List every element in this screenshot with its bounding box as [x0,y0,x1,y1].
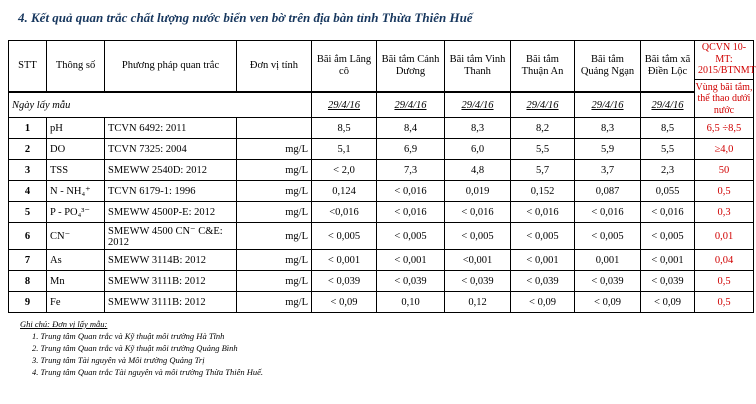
data-rows [9,118,754,313]
row-value: < 0,001 [312,250,377,271]
row-value: < 0,039 [377,271,445,292]
row-limit: 0,04 [695,250,754,271]
header-standard [695,41,754,118]
row-value: < 0,005 [575,223,641,250]
row-parameter: DO [47,139,105,160]
row-value: < 0,005 [511,223,575,250]
row-value: < 0,001 [511,250,575,271]
row-value: 5,9 [575,139,641,160]
row-value: 3,7 [575,160,641,181]
header-method: Phương pháp quan trắc [105,41,237,93]
row-value: 0,152 [511,181,575,202]
row-value: 0,087 [575,181,641,202]
row-parameter: pH [47,118,105,139]
header-unit: Đơn vị tính [237,41,312,93]
row-limit: ≥4,0 [695,139,754,160]
row-limit: 6,5 ÷8,5 [695,118,754,139]
row-value: < 0,005 [312,223,377,250]
table-row [9,118,754,139]
row-value: < 0,016 [377,202,445,223]
standard-subtitle: Vùng bãi tắm, thể thao dưới nước [695,79,753,117]
row-value: < 0,09 [312,292,377,313]
header-row [9,41,754,93]
row-value: 8,3 [575,118,641,139]
row-value: < 0,001 [641,250,695,271]
table-row [9,271,754,292]
row-value: 0,001 [575,250,641,271]
row-value: < 0,09 [641,292,695,313]
note-item: 1. Trung tâm Quan trắc và Kỹ thuật môi trường Hà Tĩnh [32,331,225,341]
row-parameter: N - NH₄⁺ [47,181,105,202]
row-parameter: CN⁻ [47,223,105,250]
header-site: Bãi tắm xã Điền Lộc [641,41,695,93]
row-value: < 0,039 [641,271,695,292]
header-parameter: Thông số [47,41,105,93]
row-method: SMEWW 3111B: 2012 [105,271,237,292]
row-value: < 0,005 [641,223,695,250]
sampling-date: 29/4/16 [575,92,641,117]
row-unit: mg/L [237,292,312,313]
notes-section [20,318,263,378]
header-site: Bãi tắm Quảng Ngạn [575,41,641,93]
row-value: 5,7 [511,160,575,181]
row-value: < 0,016 [377,181,445,202]
row-limit: 0,01 [695,223,754,250]
table-row [9,250,754,271]
row-value: <0,001 [445,250,511,271]
row-method: TCVN 7325: 2004 [105,139,237,160]
sampling-date-label: Ngày lấy mẫu [9,92,312,117]
row-limit: 0,5 [695,181,754,202]
row-value: 2,3 [641,160,695,181]
row-value: 0,124 [312,181,377,202]
row-value: < 0,016 [641,202,695,223]
row-value: 0,10 [377,292,445,313]
row-unit: mg/L [237,139,312,160]
row-method: SMEWW 4500 CN⁻ C&E: 2012 [105,223,237,250]
row-parameter: Mn [47,271,105,292]
sampling-date: 29/4/16 [511,92,575,117]
row-unit: mg/L [237,250,312,271]
sampling-date: 29/4/16 [377,92,445,117]
row-value: 8,5 [641,118,695,139]
row-stt: 2 [9,139,47,160]
table-row [9,160,754,181]
row-stt: 8 [9,271,47,292]
row-value: < 0,005 [445,223,511,250]
row-value: <0,016 [312,202,377,223]
row-value: 0,019 [445,181,511,202]
sampling-date-row [9,92,754,117]
monitoring-results-table [8,40,754,313]
row-limit: 0,5 [695,292,754,313]
notes-title: Ghi chú: Đơn vị lấy mẫu: [20,319,108,329]
row-value: 5,5 [511,139,575,160]
row-stt: 9 [9,292,47,313]
row-value: 0,055 [641,181,695,202]
table-row [9,181,754,202]
header-site: Bãi tắm Thuận An [511,41,575,93]
sampling-date: 29/4/16 [312,92,377,117]
table-row [9,223,754,250]
header-site: Bãi ắm Lăng cô [312,41,377,93]
table-row [9,139,754,160]
row-value: 6,0 [445,139,511,160]
table-row [9,202,754,223]
section-heading: 4. Kết quả quan trắc chất lượng nước biển ven bờ trên địa bàn tỉnh Thừa Thiên Huế [18,10,473,25]
row-parameter: Fe [47,292,105,313]
row-limit: 0,5 [695,271,754,292]
row-value: < 0,016 [575,202,641,223]
row-value: 7,3 [377,160,445,181]
row-limit: 0,3 [695,202,754,223]
row-method: SMEWW 3111B: 2012 [105,292,237,313]
row-value: < 0,09 [511,292,575,313]
row-value: < 0,09 [575,292,641,313]
row-value: 8,3 [445,118,511,139]
row-method: SMEWW 3114B: 2012 [105,250,237,271]
row-method: TCVN 6492: 2011 [105,118,237,139]
row-value: < 0,016 [445,202,511,223]
row-value: 5,1 [312,139,377,160]
row-value: < 0,039 [312,271,377,292]
row-unit: mg/L [237,181,312,202]
row-value: < 0,039 [511,271,575,292]
row-value: < 0,016 [511,202,575,223]
header-stt: STT [9,41,47,93]
row-unit: mg/L [237,223,312,250]
row-parameter: As [47,250,105,271]
row-value: < 0,039 [575,271,641,292]
row-value: 6,9 [377,139,445,160]
row-stt: 7 [9,250,47,271]
row-value: 8,4 [377,118,445,139]
note-item: 4. Trung tâm Quan trắc Tài nguyên và môi trường Thừa Thiên Huế. [32,367,264,377]
note-item: 3. Trung tâm Tài nguyên và Môi trường Quảng Trị [32,355,205,365]
standard-code: QCVN 10-MT: 2015/BTNMT [698,42,756,76]
row-stt: 5 [9,202,47,223]
row-value: < 0,039 [445,271,511,292]
row-value: 8,5 [312,118,377,139]
row-stt: 4 [9,181,47,202]
row-limit: 50 [695,160,754,181]
row-method: TCVN 6179-1: 1996 [105,181,237,202]
row-value: 5,5 [641,139,695,160]
table-row [9,292,754,313]
note-item: 2. Trung tâm Quan trắc và Kỹ thuật môi trường Quảng Bình [32,343,238,353]
sampling-date: 29/4/16 [641,92,695,117]
row-parameter: P - PO₄³⁻ [47,202,105,223]
row-value: < 2,0 [312,160,377,181]
row-stt: 6 [9,223,47,250]
row-unit [237,118,312,139]
row-value: < 0,005 [377,223,445,250]
row-value: 0,12 [445,292,511,313]
row-method: SMEWW 2540D: 2012 [105,160,237,181]
row-unit: mg/L [237,271,312,292]
row-parameter: TSS [47,160,105,181]
row-stt: 1 [9,118,47,139]
row-value: 4,8 [445,160,511,181]
sampling-date: 29/4/16 [445,92,511,117]
row-method: SMEWW 4500P-E: 2012 [105,202,237,223]
row-unit: mg/L [237,160,312,181]
header-site: Bãi tắm Cảnh Dương [377,41,445,93]
row-unit: mg/L [237,202,312,223]
row-value: 8,2 [511,118,575,139]
row-value: < 0,001 [377,250,445,271]
row-stt: 3 [9,160,47,181]
header-site: Bãi tắm Vinh Thanh [445,41,511,93]
